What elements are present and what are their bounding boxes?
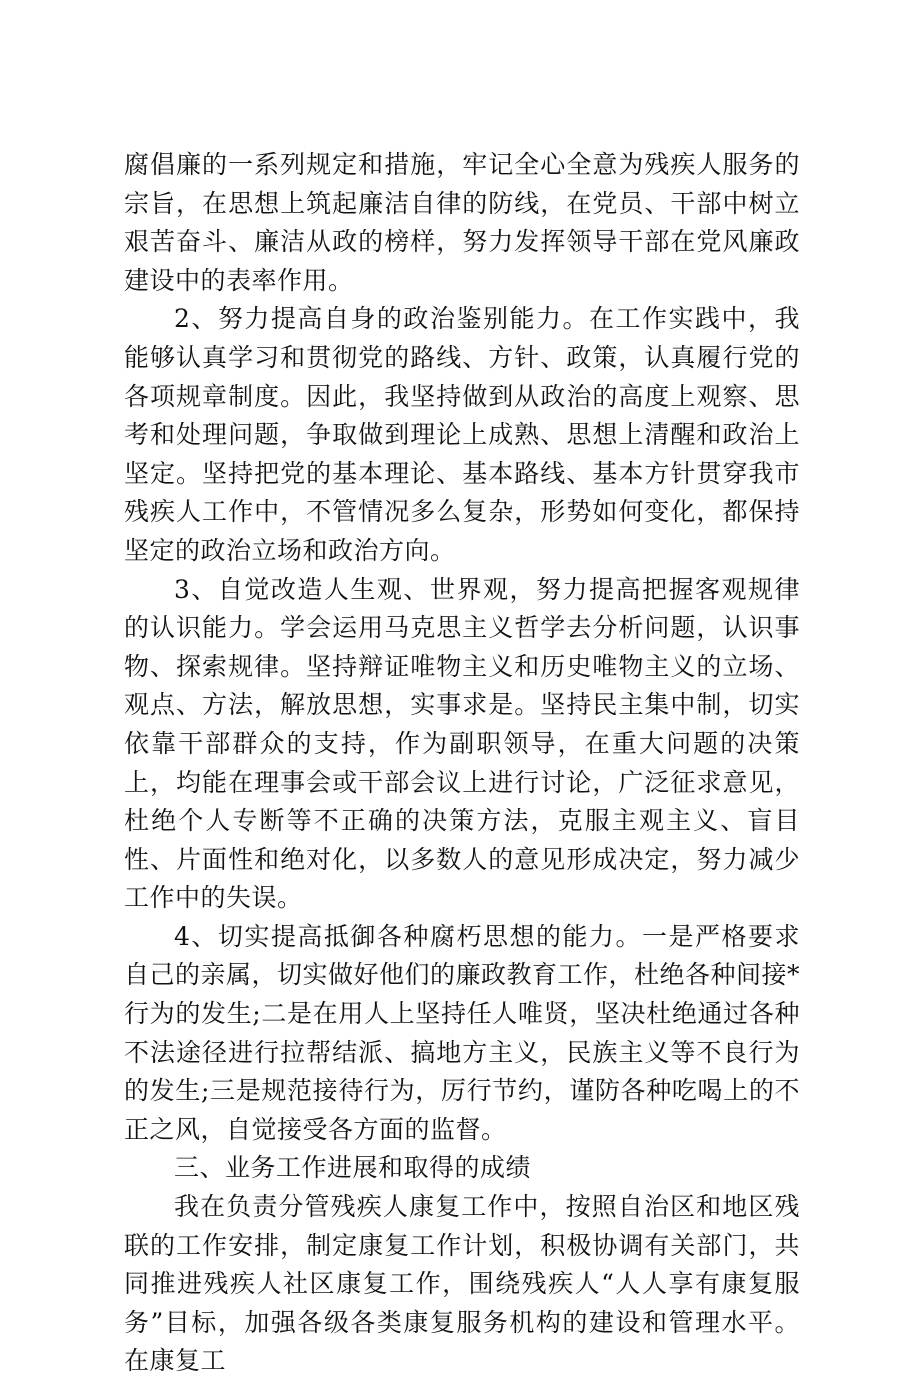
paragraph-item-3: 3、自觉改造人生观、世界观，努力提高把握客观规律的认识能力。学会运用马克思主义哲学去分析问题，认识事物、探索规律。坚持辩证唯物主义和历史唯物主义的立场、观点、方法，解放思想，实事求是。坚持民主集中制，切实依靠干部群众的支持，作为副职领导，在重大问题的决策上，均能在理事会或干部会议上进行讨论，广泛征求意见，杜绝个人专断等不正确的决策方法，克服主观主义、盲目性、片面性和绝对化，以多数人的意见形成决定，努力减少工作中的失误。: [124, 574, 800, 913]
paragraph-item-4: 4、切实提高抵御各种腐朽思想的能力。一是严格要求自己的亲属，切实做好他们的廉政教育工作，杜绝各种间接*行为的发生;二是在用人上坚持任人唯贤，坚决杜绝通过各种不法途径进行拉帮结派、搞地方主义，民族主义等不良行为的发生;三是规范接待行为，厉行节约，谨防各种吃喝上的不正之风，自觉接受各方面的监督。: [124, 921, 801, 1144]
paragraph-item-2: 2、努力提高自身的政治鉴别能力。在工作实践中，我能够认真学习和贯彻党的路线、方针、政策，认真履行党的各项规章制度。因此，我坚持做到从政治的高度上观察、思考和处理问题，争取做到理论上成熟、思想上清醒和政治上坚定。坚持把党的基本理论、基本路线、基本方针贯穿我市残疾人工作中，不管情况多么复杂，形势如何变化，都保持坚定的政治立场和政治方向。: [124, 304, 800, 565]
document-body: [124, 146, 800, 1381]
section-heading: 三、业务工作进展和取得的成绩: [174, 1153, 532, 1183]
paragraph-continuation: 腐倡廉的一系列规定和措施，牢记全心全意为残疾人服务的宗旨，在思想上筑起廉洁自律的防线，在党员、干部中树立艰苦奋斗、廉洁从政的榜样，努力发挥领导干部在党风廉政建设中的表率作用。: [124, 150, 800, 295]
paragraph-section-3-body: 我在负责分管残疾人康复工作中，按照自治区和地区残联的工作安排，制定康复工作计划，积极协调有关部门，共同推进残疾人社区康复工作，围绕残疾人“人人享有康复服务”目标，加强各级各类康复服务机构的建设和管理水平。在康复工: [124, 1192, 800, 1376]
